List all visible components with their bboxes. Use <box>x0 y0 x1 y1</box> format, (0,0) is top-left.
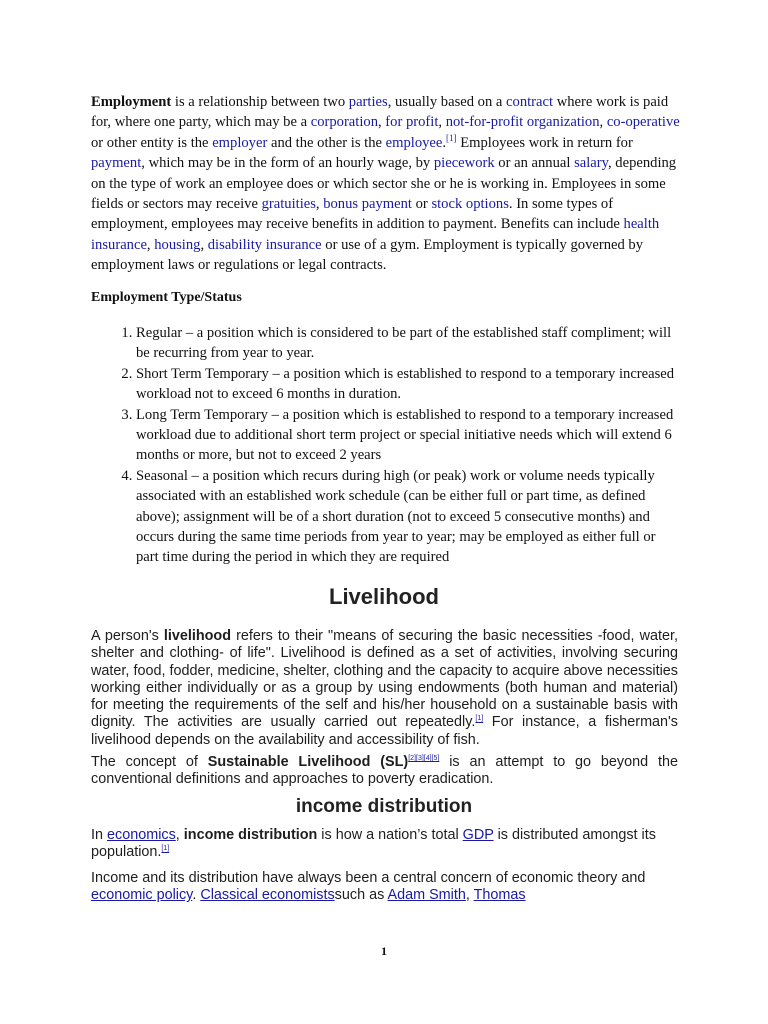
list-item: 3. Long Term Temporary – a position which is established to respond to a temporary increased workload due to additional short term project or special initiative needs which will extend 6 months or more, but not to exceed 2 years <box>136 405 681 466</box>
text: , <box>175 827 184 843</box>
footnote-ref[interactable]: [1] <box>475 715 484 723</box>
term-employment: Employment <box>91 94 172 110</box>
list-item: 2. Short Term Temporary – a position which is established to respond to a temporary increased workload not to exceed 6 months in duration. <box>136 364 681 405</box>
text: or other entity is the <box>91 134 213 151</box>
link-economics[interactable]: economics <box>107 827 176 843</box>
link-thomas[interactable]: Thomas <box>473 887 526 904</box>
text: such as <box>334 887 388 904</box>
footnote-ref-1[interactable]: [1] <box>446 132 457 143</box>
term-livelihood: livelihood <box>163 628 232 644</box>
text: In <box>91 827 107 843</box>
footnote-ref[interactable]: [1] <box>161 845 170 853</box>
text: and the other is the <box>267 134 386 151</box>
link-for-profit[interactable]: for profit <box>385 114 439 131</box>
text: or an annual <box>494 155 575 172</box>
text: Income and its distribution have always been a central concern of economic theory and <box>91 870 646 886</box>
text: or <box>411 196 432 213</box>
link-piecework[interactable]: piecework <box>433 155 495 172</box>
livelihood-heading: Livelihood <box>329 584 439 609</box>
employment-type-list <box>91 323 681 568</box>
term-income-distribution: income distribution <box>183 827 318 843</box>
text: , <box>599 114 607 131</box>
text: . <box>442 134 447 151</box>
text: , which may be in the form of an hourly wage, by <box>141 155 434 172</box>
link-health-insurance[interactable]: health insurance <box>91 216 660 253</box>
employment-paragraph <box>91 92 681 276</box>
text: refers to their "means of securing the basic necessities -food, water, shelter and clothing- of life". Livelihood is defined as a set of activities, involving securing water, food, fodder, medicine, shelter, clothing and the capacity to acquire above necessities working either individually or as a group by using endowments (both human and material) for meeting the requirements of the self and his/her household on a sustainable basis with dignity. The activities are usually carried out repeatedly. <box>91 628 678 731</box>
link-not-for-profit[interactable]: not-for-profit organization <box>445 114 600 131</box>
link-salary[interactable]: salary <box>574 155 608 172</box>
link-stock-options[interactable]: stock options <box>431 196 509 213</box>
link-parties[interactable]: parties <box>348 94 388 110</box>
text: , usually based on a <box>387 94 507 110</box>
text: is a relationship between two <box>171 94 349 110</box>
link-employee[interactable]: employee <box>385 134 443 151</box>
link-corporation[interactable]: corporation <box>310 114 378 131</box>
list-item: 4. Seasonal – a position which recurs during high (or peak) work or volume needs typically associated with an established work schedule (can be either full or part time, as defined above); assignment will be of a short duration (not to exceed 5 consecutive months) and occurs during the same time periods from year to year; may be employed as either full or part time during the period in which they are required <box>136 466 681 568</box>
text: where work is paid for, where one party, which may be a <box>91 94 669 131</box>
link-contract[interactable]: contract <box>506 94 554 110</box>
income-theory-paragraph <box>91 870 681 905</box>
text: . <box>192 887 201 904</box>
link-classical-economists[interactable]: Classical economists <box>200 887 335 904</box>
link-economic-policy[interactable]: economic policy <box>91 887 193 904</box>
text: For instance, a fisherman's livelihood depends on the availability and accessibility of fish. <box>91 714 679 748</box>
link-adam-smith[interactable]: Adam Smith <box>387 887 466 904</box>
text: A person's <box>91 628 164 644</box>
text: , <box>465 887 474 904</box>
text: , depending on the type of work an employee does or which sector she or he is working in. Employees in some fields or sectors may receive <box>91 155 677 213</box>
text: , <box>315 196 324 213</box>
employment-type-heading: Employment Type/Status <box>91 290 242 305</box>
text: , <box>146 236 155 253</box>
text: The concept of <box>91 754 208 770</box>
text: , <box>200 236 208 253</box>
text: is an attempt to go beyond the conventional definitions and approaches to poverty eradication. <box>91 754 678 788</box>
list-item: 1. Regular – a position which is considered to be part of the established staff compliment; will be recurring from year to year. <box>136 323 681 364</box>
text: Employees work in return for <box>456 134 633 151</box>
income-distribution-heading: income distribution <box>295 796 473 817</box>
link-disability-insurance[interactable]: disability insurance <box>207 236 322 253</box>
link-housing[interactable]: housing <box>154 236 201 253</box>
text: is how a nation’s total <box>317 827 463 843</box>
text: . In some types of employment, employees may receive benefits in addition to payment. Benefits can include <box>91 196 624 233</box>
link-gdp[interactable]: GDP <box>462 827 494 843</box>
text: is distributed amongst its population. <box>91 827 656 861</box>
footnote-refs[interactable]: [2][3][4][5] <box>408 755 440 763</box>
text: or use of a gym. Employment is typically governed by employment laws or regulations or legal contracts. <box>91 236 644 274</box>
term-sustainable-livelihood: Sustainable Livelihood (SL) <box>207 754 409 770</box>
link-bonus-payment[interactable]: bonus payment <box>323 196 412 213</box>
link-payment[interactable]: payment <box>91 155 142 172</box>
sustainable-livelihood-paragraph <box>91 754 678 789</box>
page-number: 1 <box>381 944 387 958</box>
link-gratuities[interactable]: gratuities <box>261 196 316 213</box>
livelihood-paragraph <box>91 628 678 749</box>
link-employer[interactable]: employer <box>212 134 268 151</box>
link-co-operative[interactable]: co-operative <box>606 114 680 131</box>
income-distribution-paragraph <box>91 827 681 862</box>
text: , <box>378 114 386 131</box>
text: , <box>438 114 446 131</box>
